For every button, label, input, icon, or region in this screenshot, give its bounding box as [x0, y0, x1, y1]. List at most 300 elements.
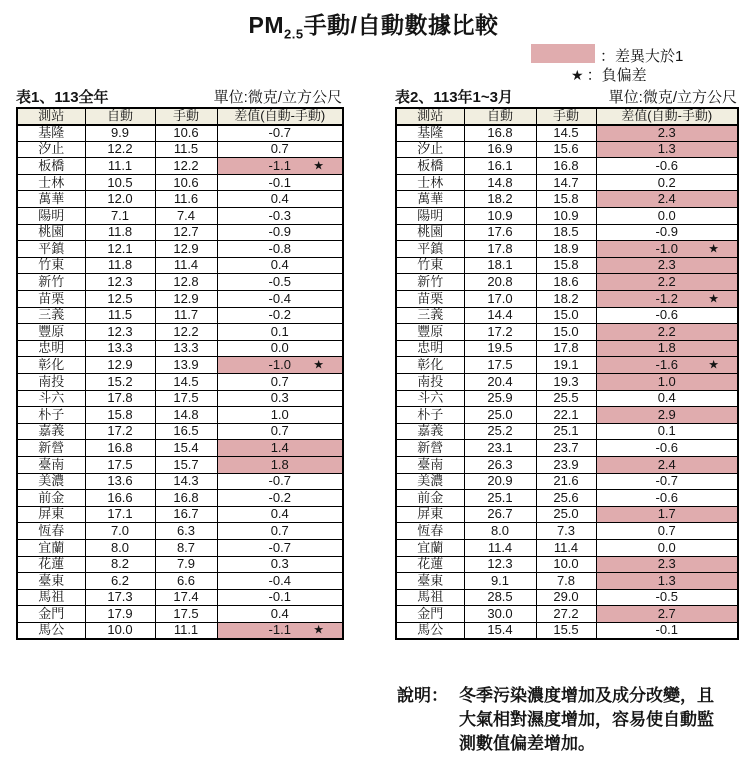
table-row	[17, 274, 343, 291]
table2-caption: 表2、113年1~3月	[395, 89, 513, 106]
table-row	[396, 423, 738, 440]
table-row	[17, 208, 343, 225]
auto-value-cell: 20.9	[464, 473, 536, 490]
table-row	[396, 606, 738, 623]
manual-value-cell: 18.2	[536, 291, 596, 308]
manual-value-cell: 10.0	[536, 556, 596, 573]
auto-value-cell: 10.9	[464, 208, 536, 225]
table-row	[17, 340, 343, 357]
diff-value-cell: -0.2	[217, 490, 343, 507]
diff-value-cell: -0.8	[217, 241, 343, 258]
diff-value-cell: 1.3	[596, 141, 738, 158]
table1-unit: 單位:微克/立方公尺	[213, 89, 342, 106]
table-row	[396, 506, 738, 523]
auto-value-cell: 12.3	[85, 274, 155, 291]
column-header: 自動	[85, 108, 155, 125]
manual-value-cell: 16.8	[155, 490, 217, 507]
table-row	[17, 473, 343, 490]
manual-value-cell: 15.8	[536, 191, 596, 208]
manual-value-cell: 6.3	[155, 523, 217, 540]
station-cell: 臺東	[17, 573, 85, 590]
station-cell: 汐止	[17, 141, 85, 158]
manual-value-cell: 23.9	[536, 456, 596, 473]
table-row	[17, 523, 343, 540]
station-cell: 豐原	[396, 324, 464, 341]
table-row	[396, 440, 738, 457]
table-row	[396, 539, 738, 556]
station-cell: 板橋	[396, 158, 464, 175]
table-row	[396, 125, 738, 142]
auto-value-cell: 12.9	[85, 357, 155, 374]
table-row	[17, 307, 343, 324]
table-row	[396, 374, 738, 391]
diff-value-cell: 0.1	[596, 423, 738, 440]
station-cell: 陽明	[396, 208, 464, 225]
diff-value-cell: 1.3	[596, 573, 738, 590]
diff-value-cell: 1.8	[596, 340, 738, 357]
manual-value-cell: 25.1	[536, 423, 596, 440]
manual-value-cell: 23.7	[536, 440, 596, 457]
auto-value-cell: 17.6	[464, 224, 536, 241]
station-cell: 前金	[17, 490, 85, 507]
station-cell: 竹東	[396, 257, 464, 274]
manual-value-cell: 14.7	[536, 174, 596, 191]
page-title	[0, 7, 747, 42]
auto-value-cell: 14.4	[464, 307, 536, 324]
negative-bias-star-icon: ★	[313, 158, 324, 173]
manual-value-cell: 12.2	[155, 158, 217, 175]
station-cell: 三義	[396, 307, 464, 324]
table-row	[396, 357, 738, 374]
station-cell: 三義	[17, 307, 85, 324]
manual-value-cell: 25.0	[536, 506, 596, 523]
title-pm: PM	[248, 12, 285, 38]
auto-value-cell: 11.8	[85, 257, 155, 274]
auto-value-cell: 25.9	[464, 390, 536, 407]
manual-value-cell: 15.7	[155, 456, 217, 473]
auto-value-cell: 17.3	[85, 589, 155, 606]
station-cell: 花蓮	[17, 556, 85, 573]
manual-value-cell: 6.6	[155, 573, 217, 590]
station-cell: 金門	[17, 606, 85, 623]
diff-value-cell: -0.4	[217, 573, 343, 590]
table-row	[17, 440, 343, 457]
auto-value-cell: 25.1	[464, 490, 536, 507]
manual-value-cell: 13.3	[155, 340, 217, 357]
manual-value-cell: 21.6	[536, 473, 596, 490]
station-cell: 馬祖	[396, 589, 464, 606]
station-cell: 基隆	[17, 125, 85, 142]
diff-value-cell: 2.2	[596, 274, 738, 291]
station-cell: 恆春	[17, 523, 85, 540]
auto-value-cell: 10.0	[85, 622, 155, 639]
table-row	[17, 622, 343, 639]
diff-value-cell: -0.5	[596, 589, 738, 606]
auto-value-cell: 16.6	[85, 490, 155, 507]
diff-value-cell: 0.7	[217, 141, 343, 158]
auto-value-cell: 12.1	[85, 241, 155, 258]
manual-value-cell: 17.5	[155, 390, 217, 407]
manual-value-cell: 11.5	[155, 141, 217, 158]
manual-value-cell: 17.4	[155, 589, 217, 606]
manual-value-cell: 19.1	[536, 357, 596, 374]
table-row	[396, 523, 738, 540]
station-cell: 金門	[396, 606, 464, 623]
auto-value-cell: 18.1	[464, 257, 536, 274]
manual-value-cell: 29.0	[536, 589, 596, 606]
table-row	[17, 141, 343, 158]
manual-value-cell: 22.1	[536, 407, 596, 424]
table-row	[17, 241, 343, 258]
auto-value-cell: 11.8	[85, 224, 155, 241]
diff-value-cell: -0.7	[217, 125, 343, 142]
table-row	[396, 390, 738, 407]
table-row	[17, 390, 343, 407]
diff-value-cell: 0.1	[217, 324, 343, 341]
column-header: 測站	[17, 108, 85, 125]
diff-value-cell: -0.1	[217, 589, 343, 606]
diff-value-cell: -1.6 ★	[596, 357, 738, 374]
auto-value-cell: 17.1	[85, 506, 155, 523]
station-cell: 平鎮	[396, 241, 464, 258]
table-row	[396, 191, 738, 208]
table-row	[396, 174, 738, 191]
legend-star-row	[571, 64, 647, 85]
table-group-full-year	[16, 86, 342, 640]
manual-value-cell: 19.3	[536, 374, 596, 391]
diff-value-cell: -0.2	[217, 307, 343, 324]
station-cell: 斗六	[396, 390, 464, 407]
diff-value-cell: 2.2	[596, 324, 738, 341]
station-cell: 馬公	[17, 622, 85, 639]
station-cell: 桃園	[17, 224, 85, 241]
table-row	[396, 224, 738, 241]
column-header: 差值(自動-手動)	[217, 108, 343, 125]
note-text: 冬季污染濃度增加及成分改變，且大氣相對濕度增加，容易使自動監測數值偏差增加。	[459, 686, 714, 753]
station-cell: 宜蘭	[17, 539, 85, 556]
diff-value-cell: -0.1	[217, 174, 343, 191]
table2-unit: 單位:微克/立方公尺	[608, 89, 737, 106]
auto-value-cell: 11.5	[85, 307, 155, 324]
table-row	[17, 423, 343, 440]
auto-value-cell: 12.0	[85, 191, 155, 208]
manual-value-cell: 16.5	[155, 423, 217, 440]
station-cell: 汐止	[396, 141, 464, 158]
diff-value-cell: -0.5	[217, 274, 343, 291]
table-row	[17, 407, 343, 424]
manual-value-cell: 14.8	[155, 407, 217, 424]
station-cell: 斗六	[17, 390, 85, 407]
manual-value-cell: 12.9	[155, 291, 217, 308]
diff-value-cell: 0.4	[217, 257, 343, 274]
table-row	[17, 125, 343, 142]
title-subscript: 2.5	[284, 26, 304, 42]
manual-value-cell: 18.6	[536, 274, 596, 291]
diff-value-cell: 2.3	[596, 556, 738, 573]
diff-value-cell: 0.4	[217, 191, 343, 208]
station-cell: 萬華	[17, 191, 85, 208]
diff-value-cell: 0.0	[596, 208, 738, 225]
manual-value-cell: 17.8	[536, 340, 596, 357]
column-header: 手動	[155, 108, 217, 125]
table-row	[17, 158, 343, 175]
station-cell: 桃園	[396, 224, 464, 241]
table-row	[396, 257, 738, 274]
table-row	[396, 324, 738, 341]
table-row	[17, 174, 343, 191]
auto-value-cell: 17.8	[85, 390, 155, 407]
auto-value-cell: 16.8	[464, 125, 536, 142]
table-row	[396, 291, 738, 308]
station-cell: 彰化	[17, 357, 85, 374]
diff-value-cell: 0.4	[217, 606, 343, 623]
manual-value-cell: 27.2	[536, 606, 596, 623]
diff-value-cell: 2.3	[596, 125, 738, 142]
station-cell: 臺東	[396, 573, 464, 590]
diff-value-cell: -0.9	[217, 224, 343, 241]
auto-value-cell: 15.4	[464, 622, 536, 639]
diff-value-cell: -0.7	[596, 473, 738, 490]
station-cell: 士林	[17, 174, 85, 191]
manual-value-cell: 7.8	[536, 573, 596, 590]
header-row	[396, 108, 738, 125]
column-header: 差值(自動-手動)	[596, 108, 738, 125]
manual-value-cell: 11.6	[155, 191, 217, 208]
table-row	[17, 456, 343, 473]
station-cell: 美濃	[17, 473, 85, 490]
table-row	[396, 241, 738, 258]
manual-value-cell: 12.9	[155, 241, 217, 258]
table-row	[17, 506, 343, 523]
diff-value-cell: -0.6	[596, 307, 738, 324]
station-cell: 馬祖	[17, 589, 85, 606]
auto-value-cell: 9.1	[464, 573, 536, 590]
station-cell: 花蓮	[396, 556, 464, 573]
auto-value-cell: 8.0	[464, 523, 536, 540]
negative-bias-star-icon: ★	[708, 291, 719, 306]
diff-value-cell: -0.6	[596, 490, 738, 507]
auto-value-cell: 17.8	[464, 241, 536, 258]
diff-value-cell: 2.9	[596, 407, 738, 424]
diff-value-cell: 0.0	[596, 539, 738, 556]
station-cell: 豐原	[17, 324, 85, 341]
station-cell: 南投	[396, 374, 464, 391]
table-row	[396, 158, 738, 175]
note-label: 說明：	[397, 686, 448, 705]
auto-value-cell: 14.8	[464, 174, 536, 191]
explanation-note	[397, 684, 747, 756]
manual-value-cell: 7.4	[155, 208, 217, 225]
auto-value-cell: 12.3	[464, 556, 536, 573]
auto-value-cell: 28.5	[464, 589, 536, 606]
table-row	[396, 456, 738, 473]
diff-value-cell: -0.6	[596, 440, 738, 457]
diff-value-cell: -1.0 ★	[217, 357, 343, 374]
auto-value-cell: 23.1	[464, 440, 536, 457]
manual-value-cell: 16.8	[536, 158, 596, 175]
auto-value-cell: 20.8	[464, 274, 536, 291]
manual-value-cell: 12.2	[155, 324, 217, 341]
manual-value-cell: 18.5	[536, 224, 596, 241]
table-row	[17, 224, 343, 241]
legend-pink-swatch	[531, 44, 595, 63]
negative-bias-star-icon: ★	[708, 357, 719, 372]
manual-value-cell: 25.6	[536, 490, 596, 507]
manual-value-cell: 7.3	[536, 523, 596, 540]
manual-value-cell: 15.0	[536, 307, 596, 324]
table-row	[396, 208, 738, 225]
station-cell: 陽明	[17, 208, 85, 225]
manual-value-cell: 12.7	[155, 224, 217, 241]
station-cell: 平鎮	[17, 241, 85, 258]
station-cell: 士林	[396, 174, 464, 191]
table-113-full-year	[16, 107, 344, 640]
station-cell: 嘉義	[396, 423, 464, 440]
auto-value-cell: 26.3	[464, 456, 536, 473]
diff-value-cell: 1.0	[217, 407, 343, 424]
table-row	[17, 324, 343, 341]
legend-star-label: ：負偏差	[586, 67, 647, 84]
station-cell: 板橋	[17, 158, 85, 175]
manual-value-cell: 15.6	[536, 141, 596, 158]
manual-value-cell: 11.4	[155, 257, 217, 274]
diff-value-cell: 2.4	[596, 456, 738, 473]
station-cell: 美濃	[396, 473, 464, 490]
station-cell: 宜蘭	[396, 539, 464, 556]
station-cell: 朴子	[17, 407, 85, 424]
table-row	[396, 407, 738, 424]
auto-value-cell: 15.2	[85, 374, 155, 391]
table-row	[396, 556, 738, 573]
station-cell: 彰化	[396, 357, 464, 374]
manual-value-cell: 10.6	[155, 125, 217, 142]
diff-value-cell: 0.4	[596, 390, 738, 407]
auto-value-cell: 16.9	[464, 141, 536, 158]
table-row	[17, 589, 343, 606]
auto-value-cell: 15.8	[85, 407, 155, 424]
table-row	[396, 490, 738, 507]
station-cell: 朴子	[396, 407, 464, 424]
diff-value-cell: 0.0	[217, 340, 343, 357]
table-row	[396, 573, 738, 590]
auto-value-cell: 7.1	[85, 208, 155, 225]
column-header: 自動	[464, 108, 536, 125]
auto-value-cell: 11.1	[85, 158, 155, 175]
table-row	[17, 374, 343, 391]
table-row	[396, 274, 738, 291]
station-cell: 南投	[17, 374, 85, 391]
auto-value-cell: 13.3	[85, 340, 155, 357]
station-cell: 馬公	[396, 622, 464, 639]
diff-value-cell: 1.4	[217, 440, 343, 457]
diff-value-cell: 0.7	[596, 523, 738, 540]
negative-bias-star-icon: ★	[313, 622, 324, 637]
auto-value-cell: 9.9	[85, 125, 155, 142]
diff-value-cell: 0.4	[217, 506, 343, 523]
table-row	[396, 589, 738, 606]
auto-value-cell: 19.5	[464, 340, 536, 357]
station-cell: 萬華	[396, 191, 464, 208]
auto-value-cell: 8.2	[85, 556, 155, 573]
star-icon: ★	[571, 67, 584, 83]
station-cell: 苗栗	[17, 291, 85, 308]
manual-value-cell: 7.9	[155, 556, 217, 573]
diff-value-cell: 1.0	[596, 374, 738, 391]
auto-value-cell: 17.2	[464, 324, 536, 341]
diff-value-cell: 0.2	[596, 174, 738, 191]
diff-value-cell: 0.7	[217, 523, 343, 540]
table-row	[396, 141, 738, 158]
station-cell: 新竹	[17, 274, 85, 291]
table1-caption: 表1、113全年	[16, 89, 109, 106]
station-cell: 忠明	[17, 340, 85, 357]
station-cell: 苗栗	[396, 291, 464, 308]
table-row	[396, 473, 738, 490]
station-cell: 新竹	[396, 274, 464, 291]
manual-value-cell: 14.5	[155, 374, 217, 391]
auto-value-cell: 12.3	[85, 324, 155, 341]
manual-value-cell: 11.4	[536, 539, 596, 556]
auto-value-cell: 16.8	[85, 440, 155, 457]
diff-value-cell: 0.3	[217, 556, 343, 573]
manual-value-cell: 15.8	[536, 257, 596, 274]
negative-bias-star-icon: ★	[313, 357, 324, 372]
diff-value-cell: -1.0 ★	[596, 241, 738, 258]
station-cell: 嘉義	[17, 423, 85, 440]
table-113-jan-mar	[395, 107, 739, 640]
station-cell: 臺南	[17, 456, 85, 473]
manual-value-cell: 15.5	[536, 622, 596, 639]
auto-value-cell: 25.0	[464, 407, 536, 424]
auto-value-cell: 17.9	[85, 606, 155, 623]
manual-value-cell: 17.5	[155, 606, 217, 623]
manual-value-cell: 18.9	[536, 241, 596, 258]
diff-value-cell: -1.1 ★	[217, 158, 343, 175]
diff-value-cell: 1.7	[596, 506, 738, 523]
manual-value-cell: 15.4	[155, 440, 217, 457]
diff-value-cell: 2.4	[596, 191, 738, 208]
table-row	[17, 573, 343, 590]
station-cell: 屏東	[17, 506, 85, 523]
auto-value-cell: 17.0	[464, 291, 536, 308]
diff-value-cell: 0.7	[217, 374, 343, 391]
diff-value-cell: -0.7	[217, 473, 343, 490]
table-row	[17, 606, 343, 623]
station-cell: 新營	[396, 440, 464, 457]
diff-value-cell: 0.3	[217, 390, 343, 407]
auto-value-cell: 12.2	[85, 141, 155, 158]
auto-value-cell: 12.5	[85, 291, 155, 308]
manual-value-cell: 16.7	[155, 506, 217, 523]
auto-value-cell: 8.0	[85, 539, 155, 556]
auto-value-cell: 7.0	[85, 523, 155, 540]
station-cell: 屏東	[396, 506, 464, 523]
negative-bias-star-icon: ★	[708, 241, 719, 256]
auto-value-cell: 11.4	[464, 539, 536, 556]
table-row	[17, 490, 343, 507]
legend-pink-label: ：差異大於1	[600, 48, 684, 65]
manual-value-cell: 13.9	[155, 357, 217, 374]
manual-value-cell: 14.5	[536, 125, 596, 142]
diff-value-cell: -0.9	[596, 224, 738, 241]
manual-value-cell: 15.0	[536, 324, 596, 341]
table-row	[17, 191, 343, 208]
auto-value-cell: 10.5	[85, 174, 155, 191]
auto-value-cell: 25.2	[464, 423, 536, 440]
column-header: 測站	[396, 108, 464, 125]
diff-value-cell: 0.7	[217, 423, 343, 440]
table-row	[17, 539, 343, 556]
